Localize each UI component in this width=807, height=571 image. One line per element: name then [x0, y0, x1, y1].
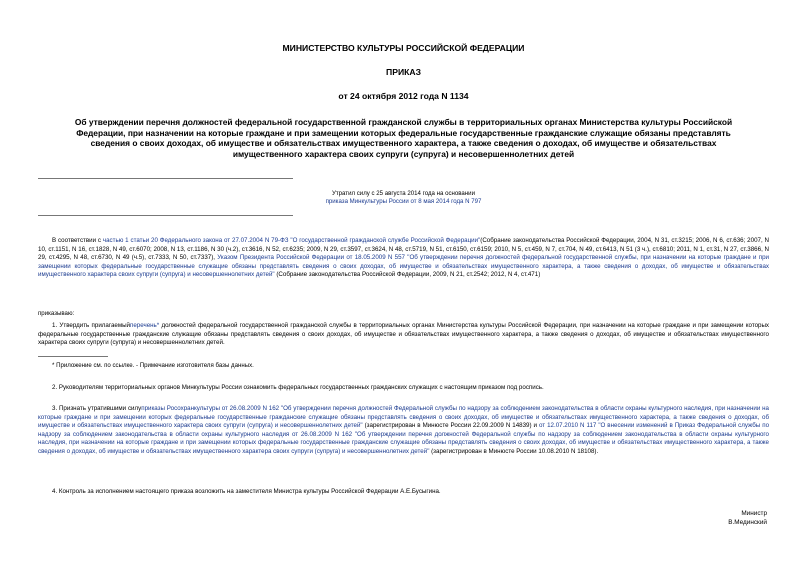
- presidential-decree-link[interactable]: Указом Президента Российской Федерации от 18.05.2009 N 557 "Об утверждении перечня должностей федеральной государственной службы, при назначении на которые граждане и при замещении которых федеральные государственные служащие обязаны представлять сведения о своих доходах, об имуществе и обязательствах имущественного характера, а также сведения о доходах, об имуществе и обязательствах имущественного характера своих супруги (супруга) и несовершеннолетних детей": [38, 254, 769, 278]
- list-link[interactable]: перечень*: [130, 322, 160, 329]
- title-line: Об утверждении перечня должностей федеральной государственной гражданской службы в территориальных органах Министерства культуры Российской: [74, 117, 733, 127]
- status-link[interactable]: приказа Минкультуры России от 8 мая 2014 года N 797: [325, 198, 482, 206]
- signature-name: В.Мединский: [728, 519, 767, 526]
- item-1: [38, 322, 769, 348]
- footnote: * Приложение см. по ссылке. - Примечание изготовителя базы данных.: [52, 362, 254, 369]
- preamble-text: (Собрание законодательства Российской Федерации, 2004, N 31, ст.3215; 2006, N 6, ст.636; 2007, N 10, ст.1151, N 16, ст.1828, N 49, ст.6070; 2008, N 13, ст.1186, N 30 (ч.2), ст.3616, N 52, ст.6235; 2009, N 29, ст.3597, ст.3624, N 48, ст.5719, N 51, ст.6150, ст.6159; 2010, N 5, ст.459, N 7, ст.704, N 49, ст.6413, N 51 (3 ч.), ст.6810; 2011, N 1, ст.31, N 27, ст.3866, N 29, ст.4295, N 48, ст.6730, N 49 (ч.5), ст.7333, N 50, ст.7337),: [38, 237, 769, 261]
- item-text: 3. Признать утратившими силу: [52, 405, 142, 412]
- item-4: 4. Контроль за исполнением настоящего приказа возложить на заместителя Министра культуры Российской Федерации А.Е.Бусыгина.: [52, 488, 441, 495]
- preamble-paragraph: [38, 237, 769, 280]
- amendment-order-link[interactable]: от 12.07.2010 N 117 "О внесении изменений в Приказ Федеральной службы по надзору за соблюдением законодательства в области охраны культурного наследия от 26.08.2009 N 162 "Об утверждении перечня должностей Федеральной службы по надзору за соблюдением законодательства в области охраны культурного наследия, при назначении на которые граждане и при замещении которых федеральные государственные гражданские служащие обязаны представлять сведения о своих доходах, об имуществе и обязательствах имущественного характера, а также сведения о доходах, об имуществе и обязательствах имущественного характера своих супруги (супруга) и несовершеннолетних детей": [38, 422, 770, 455]
- item-text: 1. Утвердить прилагаемый: [52, 322, 130, 329]
- divider: [38, 215, 293, 216]
- doc-type-heading: ПРИКАЗ: [386, 67, 421, 77]
- title-line: имущественного характера своих супруги (супруга) и несовершеннолетних детей: [232, 148, 575, 159]
- title-line: сведения о своих доходах, об имуществе и обязательствах имущественного характера, а также сведения о доходах, об имуществе и обязательствах: [90, 138, 717, 149]
- document-title: [38, 117, 769, 159]
- divider: [38, 178, 293, 179]
- title-line: Федерации, при назначении на которые граждане и при замещении которых федеральные государственные гражданские служащие обязаны представлять: [76, 127, 731, 138]
- status-text: Утратил силу с 25 августа 2014 года на основании: [332, 190, 475, 197]
- federal-law-link[interactable]: частью 1 статьи 20 Федерального закона от 27.07.2004 N 79-ФЗ "О государственной гражданской службе Российской Федерации": [102, 237, 481, 244]
- repealed-order-link[interactable]: приказы Росохранкультуры от 26.08.2009 N 162 "Об утверждении перечня должностей Федеральной службы по надзору за соблюдением законодательства в области охраны культурного наследия, при назначении на которые граждане и при замещении которых федеральные государственные гражданские служащие обязаны представлять сведения о своих доходах, об имуществе и обязательствах имущественного характера, а также сведения о доходах, об имуществе и обязательствах имущественного характера своих супруги (супруга) и несовершеннолетних детей": [38, 405, 769, 429]
- preamble-text: (Собрание законодательства Российской Федерации, 2009, N 21, ст.2542; 2012, N 4, ст.471): [274, 271, 541, 278]
- preamble-text: В соответствии с: [52, 237, 103, 244]
- item-text: должностей федеральной государственной гражданской службы в территориальных органах Министерства культуры Российской Федерации, при назначении на которые граждане и при замещении которых федеральные государственные гражданские служащие обязаны представлять сведения о своих доходах, об имуществе и обязательствах имущественного характера, а также сведения о доходах, об имуществе и обязательствах имущественного характера своих супруги (супруга) и несовершеннолетних детей.: [38, 322, 770, 346]
- item-2: 2. Руководителям территориальных органов Минкультуры России ознакомить федеральных государственных гражданских служащих с настоящим приказом под роспись.: [52, 384, 544, 391]
- order-word: приказываю:: [38, 310, 75, 317]
- footnote-divider: [38, 356, 108, 357]
- signature-position: Министр: [741, 510, 767, 517]
- item-text: (зарегистрирован в Минюсте России 10.08.2010 N 18108).: [429, 447, 599, 455]
- doc-date-number: от 24 октября 2012 года N 1134: [338, 91, 469, 101]
- item-3: [38, 405, 769, 456]
- status-note: [0, 190, 807, 207]
- ministry-heading: МИНИСТЕРСТВО КУЛЬТУРЫ РОССИЙСКОЙ ФЕДЕРАЦИИ: [282, 43, 525, 53]
- signature-block: [728, 509, 767, 527]
- item-text: (зарегистрирован в Минюсте России 22.09.2009 N 14839) и: [362, 422, 539, 429]
